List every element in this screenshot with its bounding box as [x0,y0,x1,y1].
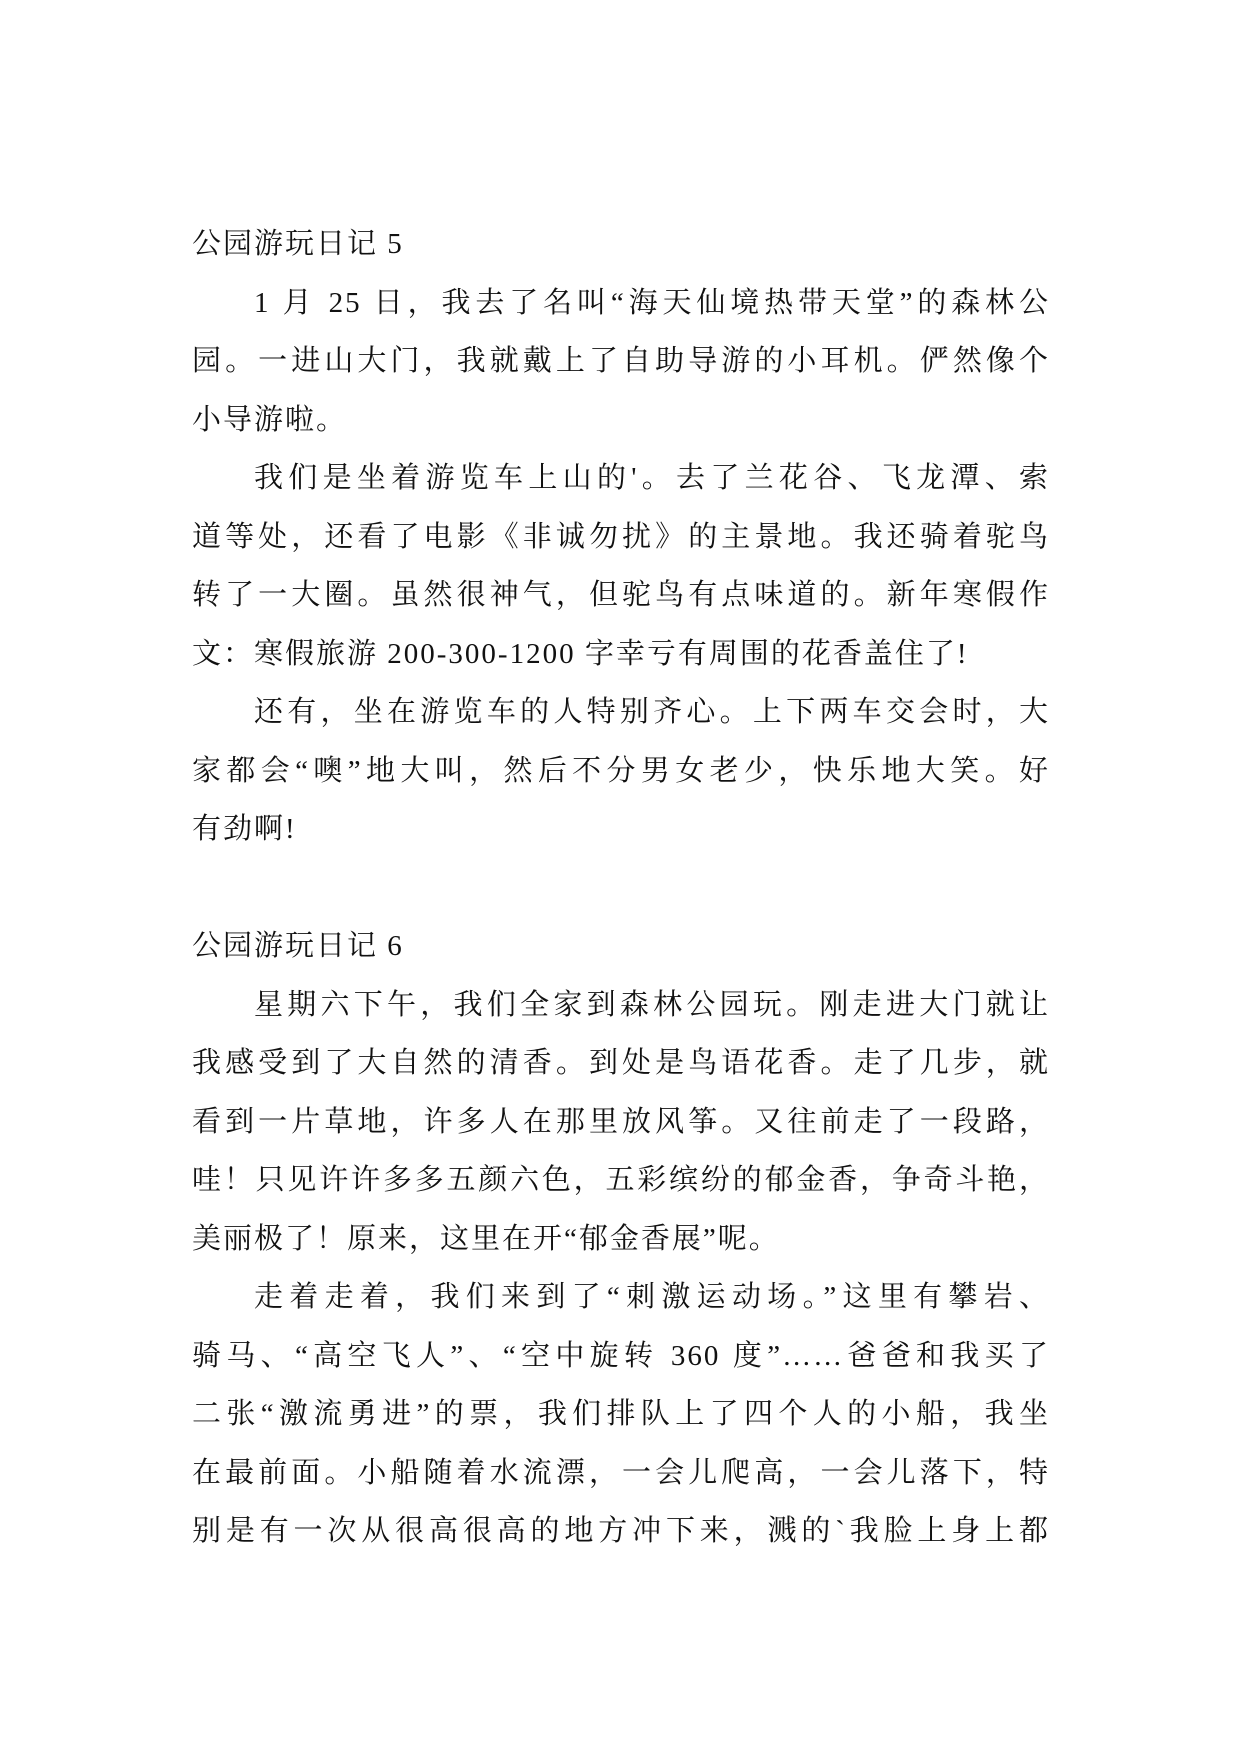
text-line: 在最前面。小船随着水流漂，一会儿爬高，一会儿落下，特 [192,1456,1050,1489]
text-line: 转了一大圈。虽然很神气，但驼鸟有点味道的。新年寒假作 [192,579,1050,611]
entry-title: 公园游玩日记 6 [192,930,404,962]
text-line: 园。一进山大门，我就戴上了自助导游的小耳机。俨然像个 [192,345,1050,377]
text-line: 哇！只见许许多多五颜六色，五彩缤纷的郁金香，争奇斗艳， [192,1164,1050,1196]
document-body [192,215,1050,1561]
text-line: 文：寒假旅游 200-300-1200 字幸亏有周围的花香盖住了! [192,637,969,670]
text-line: 有劲啊! [192,813,297,845]
text-line: 美丽极了！原来，这里在开“郁金香展”呢。 [192,1222,780,1255]
paragraph [192,976,1050,1269]
paragraph [192,1268,1050,1561]
text-line: 二张“激流勇进”的票，我们排队上了四个人的小船，我坐 [192,1398,1050,1430]
text-line: 小导游啦。 [192,403,348,436]
text-line: 还有，坐在游览车的人特别齐心。上下两车交会时，大 [254,696,1050,728]
text-line: 骑马、“高空飞人”、“空中旋转 360 度”……爸爸和我买了 [192,1339,1050,1372]
text-line: 别是有一次从很高很高的地方冲下来，溅的`我脸上身上都 [192,1515,1050,1547]
text-line: 我们是坐着游览车上山的'。去了兰花谷、飞龙潭、索 [254,462,1050,494]
text-line: 星期六下午，我们全家到森林公园玩。刚走进大门就让 [254,988,1050,1021]
text-line: 1 月 25 日，我去了名叫“海天仙境热带天堂”的森林公 [254,286,1050,319]
paragraph [192,274,1050,450]
diary-entry-5 [192,215,1050,859]
paragraph [192,449,1050,683]
text-line: 走着走着，我们来到了“刺激运动场。”这里有攀岩、 [254,1281,1050,1313]
diary-entry-6 [192,917,1050,1561]
text-line: 道等处，还看了电影《非诚勿扰》的主景地。我还骑着驼鸟 [192,520,1050,553]
text-line: 看到一片草地，许多人在那里放风筝。又往前走了一段路， [192,1105,1050,1138]
text-line: 家都会“噢”地大叫，然后不分男女老少，快乐地大笑。好 [192,754,1050,787]
entry-title: 公园游玩日记 5 [192,228,404,260]
text-line: 我感受到了大自然的清香。到处是鸟语花香。走了几步，就 [192,1047,1050,1079]
paragraph [192,683,1050,859]
